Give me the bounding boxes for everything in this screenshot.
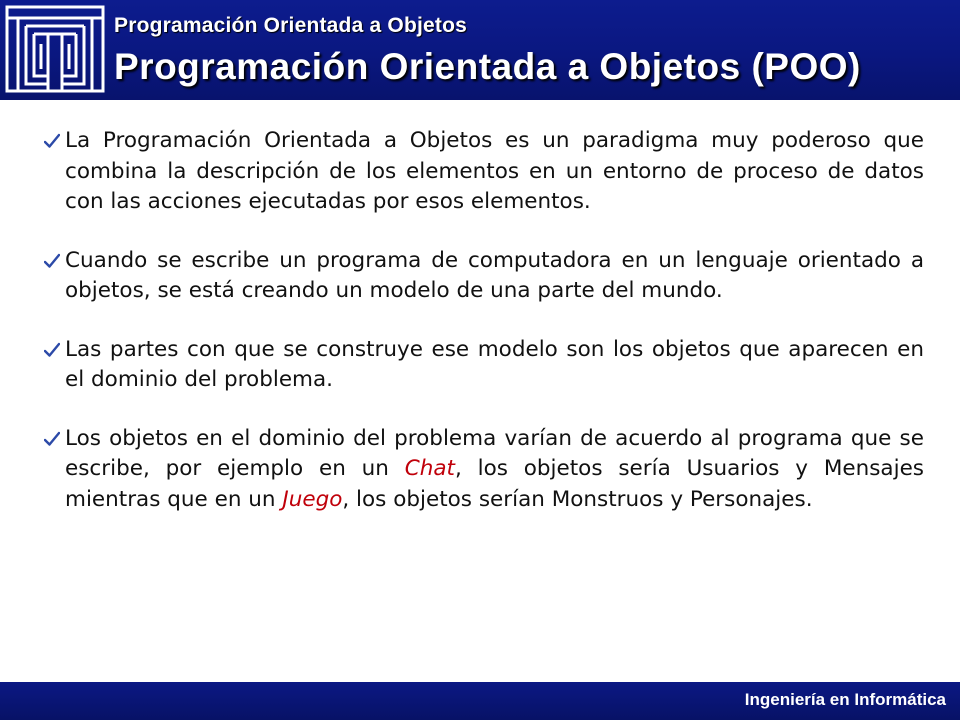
bullet-text: , los objetos sería Usuarios y Mensajes mientras que en un bbox=[65, 456, 925, 512]
bullet-list bbox=[44, 126, 924, 543]
checkmark-icon bbox=[44, 431, 60, 447]
bullet-item bbox=[44, 424, 924, 516]
checkmark-icon bbox=[44, 342, 60, 358]
bullet-text: , los objetos serían Monstruos y Personajes. bbox=[342, 486, 813, 512]
footer-bar bbox=[0, 682, 960, 720]
bullet-text: Los objetos en el dominio del problema varían de acuerdo al programa que se escribe, por ejemplo en un bbox=[65, 425, 924, 481]
emphasis-juego: Juego bbox=[282, 486, 343, 512]
institution-logo-icon bbox=[4, 4, 106, 94]
section-subtitle: Programación Orientada a Objetos bbox=[114, 14, 467, 37]
bullet-text: Las partes con que se construye ese modelo son los objetos que aparecen en el dominio del problema. bbox=[65, 336, 924, 392]
bullet-text: Cuando se escribe un programa de computadora en un lenguaje orientado a objetos, se está creando un modelo de una parte del mundo. bbox=[65, 247, 924, 303]
footer-label: Ingeniería en Informática bbox=[744, 690, 946, 709]
page-title: Programación Orientada a Objetos (POO) bbox=[114, 46, 861, 87]
bullet-text: La Programación Orientada a Objetos es un paradigma muy poderoso que combina la descripción de los elementos en un entorno de proceso de datos con las acciones ejecutadas por esos elementos. bbox=[65, 128, 924, 214]
checkmark-icon bbox=[44, 133, 60, 149]
title-bar bbox=[0, 0, 960, 100]
checkmark-icon bbox=[44, 253, 60, 269]
bullet-item bbox=[44, 246, 924, 307]
bullet-item bbox=[44, 126, 924, 218]
bullet-item bbox=[44, 335, 924, 396]
emphasis-chat: Chat bbox=[404, 456, 455, 481]
